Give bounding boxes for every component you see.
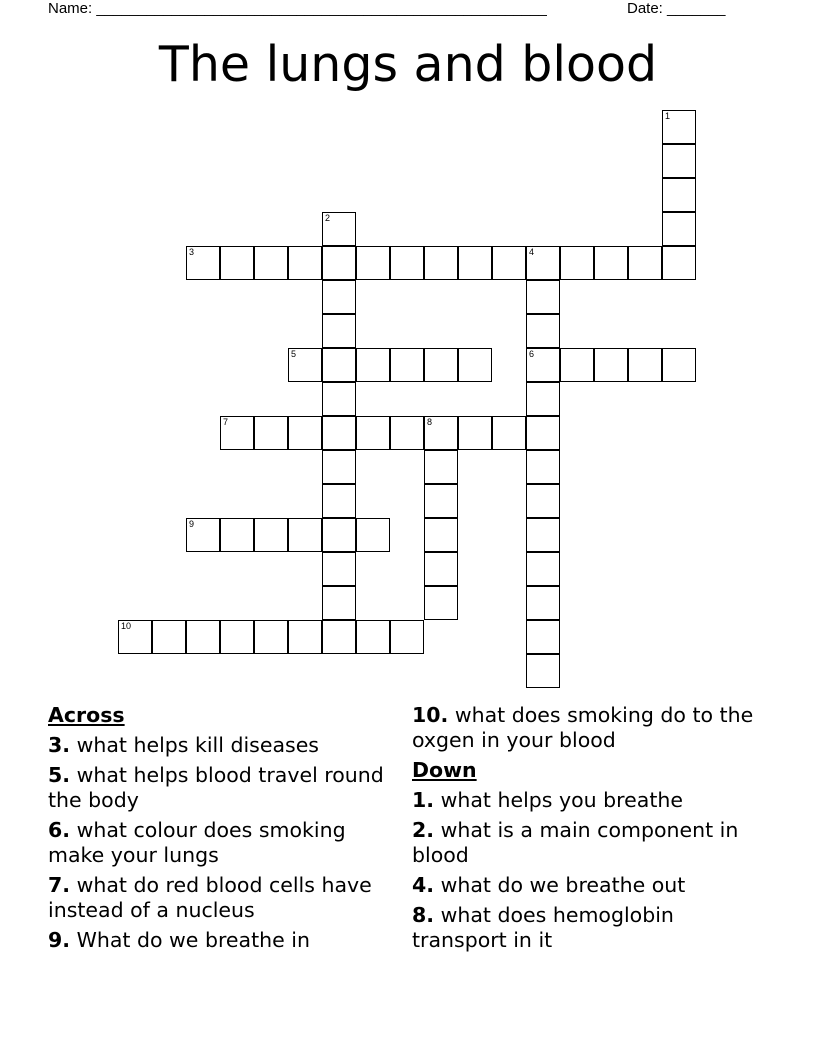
crossword-cell[interactable] bbox=[628, 246, 662, 280]
crossword-cell[interactable] bbox=[356, 246, 390, 280]
date-field-label: Date: _______ bbox=[627, 0, 726, 17]
crossword-cell[interactable] bbox=[458, 246, 492, 280]
cell-number: 4 bbox=[529, 247, 535, 257]
crossword-cell[interactable] bbox=[662, 110, 696, 144]
crossword-cell[interactable] bbox=[322, 484, 356, 518]
cell-number: 8 bbox=[427, 417, 433, 427]
clue-across-10: 10. what does smoking do to the oxgen in your blood bbox=[412, 703, 754, 752]
crossword-cell[interactable] bbox=[594, 348, 628, 382]
cell-number: 1 bbox=[665, 111, 671, 121]
cell-number: 3 bbox=[189, 247, 195, 257]
crossword-cell[interactable] bbox=[356, 620, 390, 654]
crossword-cell[interactable] bbox=[424, 484, 458, 518]
crossword-cell[interactable] bbox=[186, 518, 220, 552]
clue-across-9: 9. What do we breathe in bbox=[48, 928, 310, 952]
crossword-cell[interactable] bbox=[526, 348, 560, 382]
clue-down-2: 2. what is a main component in blood bbox=[412, 818, 739, 867]
crossword-cell[interactable] bbox=[390, 620, 424, 654]
crossword-cell[interactable] bbox=[390, 348, 424, 382]
crossword-cell[interactable] bbox=[458, 348, 492, 382]
crossword-cell[interactable] bbox=[288, 518, 322, 552]
crossword-cell[interactable] bbox=[322, 382, 356, 416]
crossword-cell[interactable] bbox=[492, 416, 526, 450]
crossword-cell[interactable] bbox=[424, 518, 458, 552]
crossword-cell[interactable] bbox=[288, 246, 322, 280]
crossword-cell[interactable] bbox=[560, 348, 594, 382]
crossword-cell[interactable] bbox=[424, 348, 458, 382]
clue-across-3: 3. what helps kill diseases bbox=[48, 733, 319, 757]
crossword-cell[interactable] bbox=[662, 348, 696, 382]
crossword-cell[interactable] bbox=[424, 246, 458, 280]
crossword-cell[interactable] bbox=[220, 246, 254, 280]
clue-across-6: 6. what colour does smoking make your lungs bbox=[48, 818, 346, 867]
clues-left-column bbox=[48, 703, 388, 958]
cell-number: 10 bbox=[121, 621, 132, 631]
crossword-cell[interactable] bbox=[628, 348, 662, 382]
cell-number: 5 bbox=[291, 349, 297, 359]
crossword-cell[interactable] bbox=[186, 620, 220, 654]
crossword-cell[interactable] bbox=[526, 518, 560, 552]
crossword-cell[interactable] bbox=[322, 416, 356, 450]
crossword-cell[interactable] bbox=[288, 620, 322, 654]
crossword-cell[interactable] bbox=[526, 280, 560, 314]
crossword-cell[interactable] bbox=[322, 450, 356, 484]
cell-number: 9 bbox=[189, 519, 195, 529]
crossword-cell[interactable] bbox=[118, 620, 152, 654]
crossword-cell[interactable] bbox=[526, 416, 560, 450]
crossword-cell[interactable] bbox=[322, 518, 356, 552]
crossword-cell[interactable] bbox=[322, 552, 356, 586]
crossword-cell[interactable] bbox=[220, 518, 254, 552]
crossword-cell[interactable] bbox=[526, 620, 560, 654]
crossword-cell[interactable] bbox=[526, 586, 560, 620]
crossword-cell[interactable] bbox=[526, 382, 560, 416]
across-heading: Across bbox=[48, 703, 125, 727]
crossword-cell[interactable] bbox=[322, 314, 356, 348]
cell-number: 6 bbox=[529, 349, 535, 359]
crossword-cell[interactable] bbox=[322, 620, 356, 654]
clue-down-4: 4. what do we breathe out bbox=[412, 873, 686, 897]
crossword-cell[interactable] bbox=[662, 246, 696, 280]
crossword-cell[interactable] bbox=[220, 416, 254, 450]
crossword-cell[interactable] bbox=[526, 484, 560, 518]
crossword-cell[interactable] bbox=[390, 246, 424, 280]
crossword-cell[interactable] bbox=[526, 246, 560, 280]
crossword-cell[interactable] bbox=[526, 450, 560, 484]
crossword-cell[interactable] bbox=[424, 450, 458, 484]
crossword-cell[interactable] bbox=[424, 416, 458, 450]
crossword-cell[interactable] bbox=[288, 416, 322, 450]
cell-number: 7 bbox=[223, 417, 229, 427]
crossword-cell[interactable] bbox=[458, 416, 492, 450]
crossword-cell[interactable] bbox=[356, 416, 390, 450]
crossword-cell[interactable] bbox=[322, 348, 356, 382]
crossword-cell[interactable] bbox=[594, 246, 628, 280]
crossword-cell[interactable] bbox=[560, 246, 594, 280]
crossword-cell[interactable] bbox=[220, 620, 254, 654]
page-title: The lungs and blood bbox=[158, 36, 658, 93]
clue-across-5: 5. what helps blood travel round the body bbox=[48, 763, 384, 812]
crossword-cell[interactable] bbox=[254, 518, 288, 552]
cell-number: 2 bbox=[325, 213, 331, 223]
crossword-cell[interactable] bbox=[322, 246, 356, 280]
crossword-cell[interactable] bbox=[322, 212, 356, 246]
crossword-cell[interactable] bbox=[322, 280, 356, 314]
crossword-cell[interactable] bbox=[492, 246, 526, 280]
crossword-cell[interactable] bbox=[526, 314, 560, 348]
crossword-cell[interactable] bbox=[254, 416, 288, 450]
crossword-cell[interactable] bbox=[662, 212, 696, 246]
clues-right-column bbox=[412, 703, 762, 958]
crossword-cell[interactable] bbox=[526, 552, 560, 586]
crossword-cell[interactable] bbox=[390, 416, 424, 450]
down-heading: Down bbox=[412, 758, 477, 782]
crossword-cell[interactable] bbox=[288, 348, 322, 382]
name-field-label: Name: ______________________________________________________ bbox=[48, 0, 547, 17]
crossword-cell[interactable] bbox=[662, 144, 696, 178]
crossword-cell[interactable] bbox=[356, 518, 390, 552]
crossword-cell[interactable] bbox=[322, 586, 356, 620]
clue-down-8: 8. what does hemoglobin transport in it bbox=[412, 903, 674, 952]
crossword-cell[interactable] bbox=[152, 620, 186, 654]
crossword-cell[interactable] bbox=[254, 246, 288, 280]
clue-across-7: 7. what do red blood cells have instead of a nucleus bbox=[48, 873, 372, 922]
crossword-cell[interactable] bbox=[186, 246, 220, 280]
crossword-cell[interactable] bbox=[424, 552, 458, 586]
crossword-cell[interactable] bbox=[356, 348, 390, 382]
clue-down-1: 1. what helps you breathe bbox=[412, 788, 683, 812]
crossword-cell[interactable] bbox=[526, 654, 560, 688]
crossword-cell[interactable] bbox=[254, 620, 288, 654]
crossword-cell[interactable] bbox=[424, 586, 458, 620]
crossword-cell[interactable] bbox=[662, 178, 696, 212]
